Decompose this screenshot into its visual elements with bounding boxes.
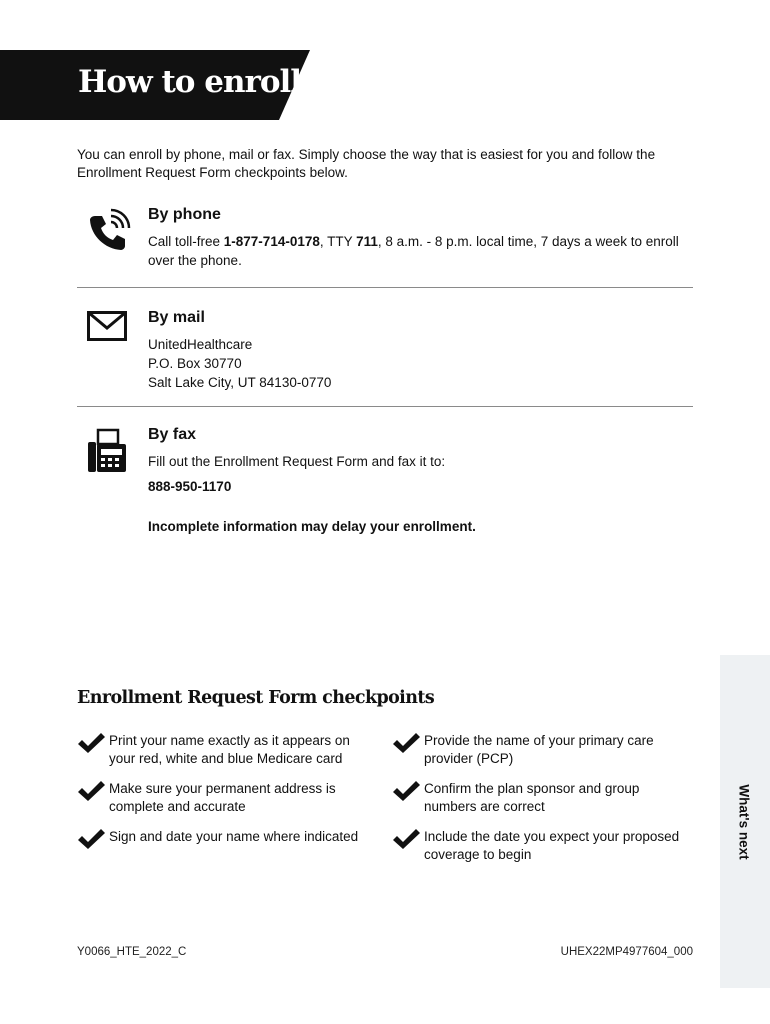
checkpoint-item bbox=[392, 732, 692, 768]
divider-2 bbox=[77, 406, 693, 407]
whats-next-label[interactable]: What's next bbox=[736, 784, 752, 860]
fax-warning: Incomplete information may delay your enrollment. bbox=[148, 519, 476, 534]
mail-body bbox=[148, 309, 688, 392]
checkpoint-text: Include the date you expect your proposed coverage to begin bbox=[424, 829, 680, 862]
checkpoint-text: Confirm the plan sponsor and group numbers are correct bbox=[424, 781, 640, 814]
fax-number[interactable]: 888-950-1170 bbox=[148, 479, 232, 494]
fax-instruction: Fill out the Enrollment Request Form and fax it to: bbox=[148, 454, 446, 469]
phone-number[interactable]: 1-877-714-0178 bbox=[223, 234, 320, 249]
mail-method bbox=[77, 309, 693, 394]
checkpoints-left bbox=[77, 732, 377, 858]
phone-body bbox=[148, 206, 688, 270]
phone-details bbox=[148, 232, 688, 270]
checkmark-icon bbox=[392, 780, 420, 802]
checkpoint-item bbox=[77, 828, 377, 846]
checkpoint-text: Print your name exactly as it appears on your red, white and blue Medicare card bbox=[109, 733, 350, 766]
checkpoint-text: Sign and date your name where indicated bbox=[109, 829, 359, 844]
footer-right-code: UHEX22MP4977604_000 bbox=[560, 946, 693, 958]
checkpoint-item bbox=[392, 828, 692, 864]
mail-heading: By mail bbox=[148, 309, 205, 326]
tty-number[interactable]: 711 bbox=[356, 234, 378, 249]
fax-body bbox=[148, 426, 688, 536]
checkpoints-right bbox=[392, 732, 692, 876]
mail-line1: UnitedHealthcare bbox=[148, 337, 253, 352]
footer-left-code: Y0066_HTE_2022_C bbox=[77, 946, 187, 958]
intro-text: You can enroll by phone, mail or fax. Simply choose the way that is easiest for you and follow the Enrollment Request Form checkpoints below. bbox=[77, 147, 656, 180]
checkmark-icon bbox=[392, 828, 420, 850]
checkpoint-item bbox=[77, 732, 377, 768]
checkmark-icon bbox=[77, 732, 105, 754]
checkpoint-text: Make sure your permanent address is complete and accurate bbox=[109, 781, 336, 814]
divider-1 bbox=[77, 287, 693, 288]
checkpoint-text: Provide the name of your primary care provider (PCP) bbox=[424, 733, 654, 766]
checkmark-icon bbox=[77, 780, 105, 802]
phone-heading: By phone bbox=[148, 206, 221, 223]
fax-icon bbox=[87, 428, 127, 479]
fax-method bbox=[77, 426, 693, 546]
checkmark-icon bbox=[392, 732, 420, 754]
checkpoint-item bbox=[77, 780, 377, 816]
mail-line2: P.O. Box 30770 bbox=[148, 356, 242, 371]
phone-prefix: Call toll-free bbox=[148, 234, 224, 249]
page-title: How to enroll bbox=[78, 64, 302, 100]
checkpoint-item bbox=[392, 780, 692, 816]
phone-icon bbox=[85, 208, 131, 259]
envelope-icon bbox=[87, 311, 127, 346]
checkmark-icon bbox=[77, 828, 105, 850]
phone-method bbox=[77, 206, 693, 276]
fax-heading: By fax bbox=[148, 426, 197, 443]
checkpoints-title: Enrollment Request Form checkpoints bbox=[77, 688, 435, 708]
phone-suffix: , 8 a.m. - 8 p.m. local time, 7 days a week to enroll over the phone. bbox=[148, 234, 679, 268]
tty-prefix: , TTY bbox=[319, 234, 357, 249]
mail-line3: Salt Lake City, UT 84130-0770 bbox=[148, 375, 332, 390]
